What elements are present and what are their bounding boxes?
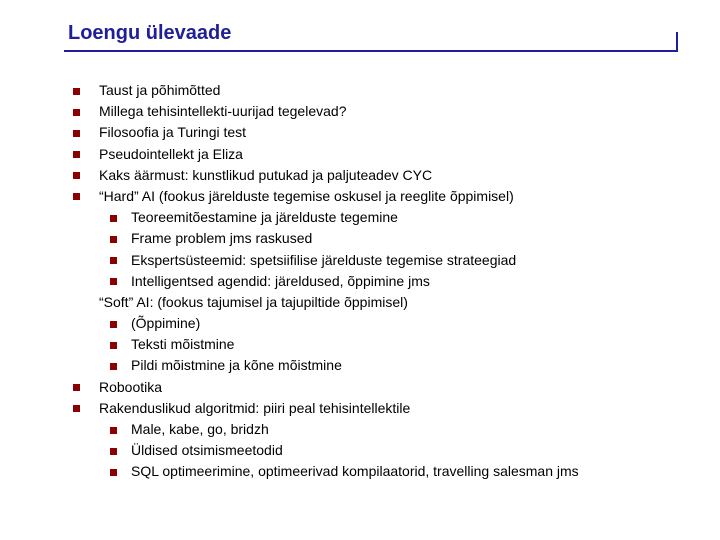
square-bullet-icon: [110, 257, 117, 264]
list-item-text: “Hard” AI (fookus järelduste tegemise oskusel ja reeglite õppimisel): [99, 187, 514, 204]
square-bullet-icon: [110, 278, 117, 285]
list-item-text: Taust ja põhimõtted: [99, 82, 221, 98]
list-item-text: Pildi mõistmine ja kõne mõistmine: [131, 357, 342, 374]
square-bullet-icon: [73, 130, 80, 137]
list-item-text: Kaks äärmust: kunstlikud putukad ja paljuteadev CYC: [99, 166, 433, 183]
list-item-text: Ekspertsüsteemid: spetsiifilise järelduste tegemise strateegiad: [131, 251, 517, 268]
list-item-text: Millega tehisintellekti-uurijad tegelevad?: [99, 103, 347, 120]
square-bullet-icon: [110, 448, 117, 455]
square-bullet-icon: [110, 321, 117, 328]
list-item: [0, 144, 720, 165]
sub-list-item: [0, 313, 720, 334]
list-item: [0, 122, 720, 143]
sub-list-item: [0, 207, 720, 228]
list-item-text: SQL optimeerimine, optimeerivad kompilaatorid, travelling salesman jms: [131, 463, 579, 480]
square-bullet-icon: [73, 88, 80, 95]
list-item: [0, 101, 720, 122]
list-item-text: Filosoofia ja Turingi test: [99, 124, 247, 141]
square-bullet-icon: [73, 193, 80, 200]
list-item: [0, 80, 720, 101]
list-item-text: Teoreemitõestamine ja järelduste tegemine: [131, 209, 398, 226]
square-bullet-icon: [110, 363, 117, 370]
sub-list-item: [0, 461, 720, 482]
square-bullet-icon: [110, 236, 117, 243]
square-bullet-icon: [110, 215, 117, 222]
sub-list-item: [0, 440, 720, 461]
list-item-text: Pseudointellekt ja Eliza: [99, 145, 243, 162]
bullet-list: [0, 80, 720, 483]
list-item-text: Frame problem jms raskused: [131, 230, 313, 247]
sub-list-item: [0, 228, 720, 249]
square-bullet-icon: [110, 342, 117, 349]
sub-list-item: [0, 419, 720, 440]
list-item: [0, 377, 720, 398]
list-item-text: Teksti mõistmine: [131, 336, 235, 353]
square-bullet-icon: [73, 151, 80, 158]
list-item-text: “Soft” AI: (fookus tajumisel ja tajupiltide õppimisel): [99, 293, 408, 310]
list-item-text: Üldised otsimismeetodid: [131, 442, 283, 459]
list-item-text: Intelligentsed agendid: järeldused, õppimine jms: [131, 272, 430, 289]
list-item-text: Rakenduslikud algoritmid: piiri peal tehisintellektile: [99, 399, 411, 416]
slide-title: Loengu ülevaade: [68, 22, 232, 44]
list-item: [0, 292, 720, 313]
list-item-text: Robootika: [99, 378, 163, 395]
list-item-text: (Õppimine): [131, 315, 201, 332]
square-bullet-icon: [73, 405, 80, 412]
sub-list-item: [0, 271, 720, 292]
square-bullet-icon: [73, 109, 80, 116]
title-underline: [64, 50, 676, 52]
sub-list-item: [0, 355, 720, 376]
square-bullet-icon: [73, 172, 80, 179]
list-item: [0, 165, 720, 186]
title-underline-end: [676, 32, 678, 52]
square-bullet-icon: [110, 469, 117, 476]
sub-list-item: [0, 250, 720, 271]
square-bullet-icon: [110, 427, 117, 434]
list-item-text: Male, kabe, go, bridzh: [131, 421, 269, 437]
sub-list-item: [0, 334, 720, 355]
square-bullet-icon: [73, 384, 80, 391]
list-item: [0, 186, 720, 207]
list-item: [0, 398, 720, 419]
